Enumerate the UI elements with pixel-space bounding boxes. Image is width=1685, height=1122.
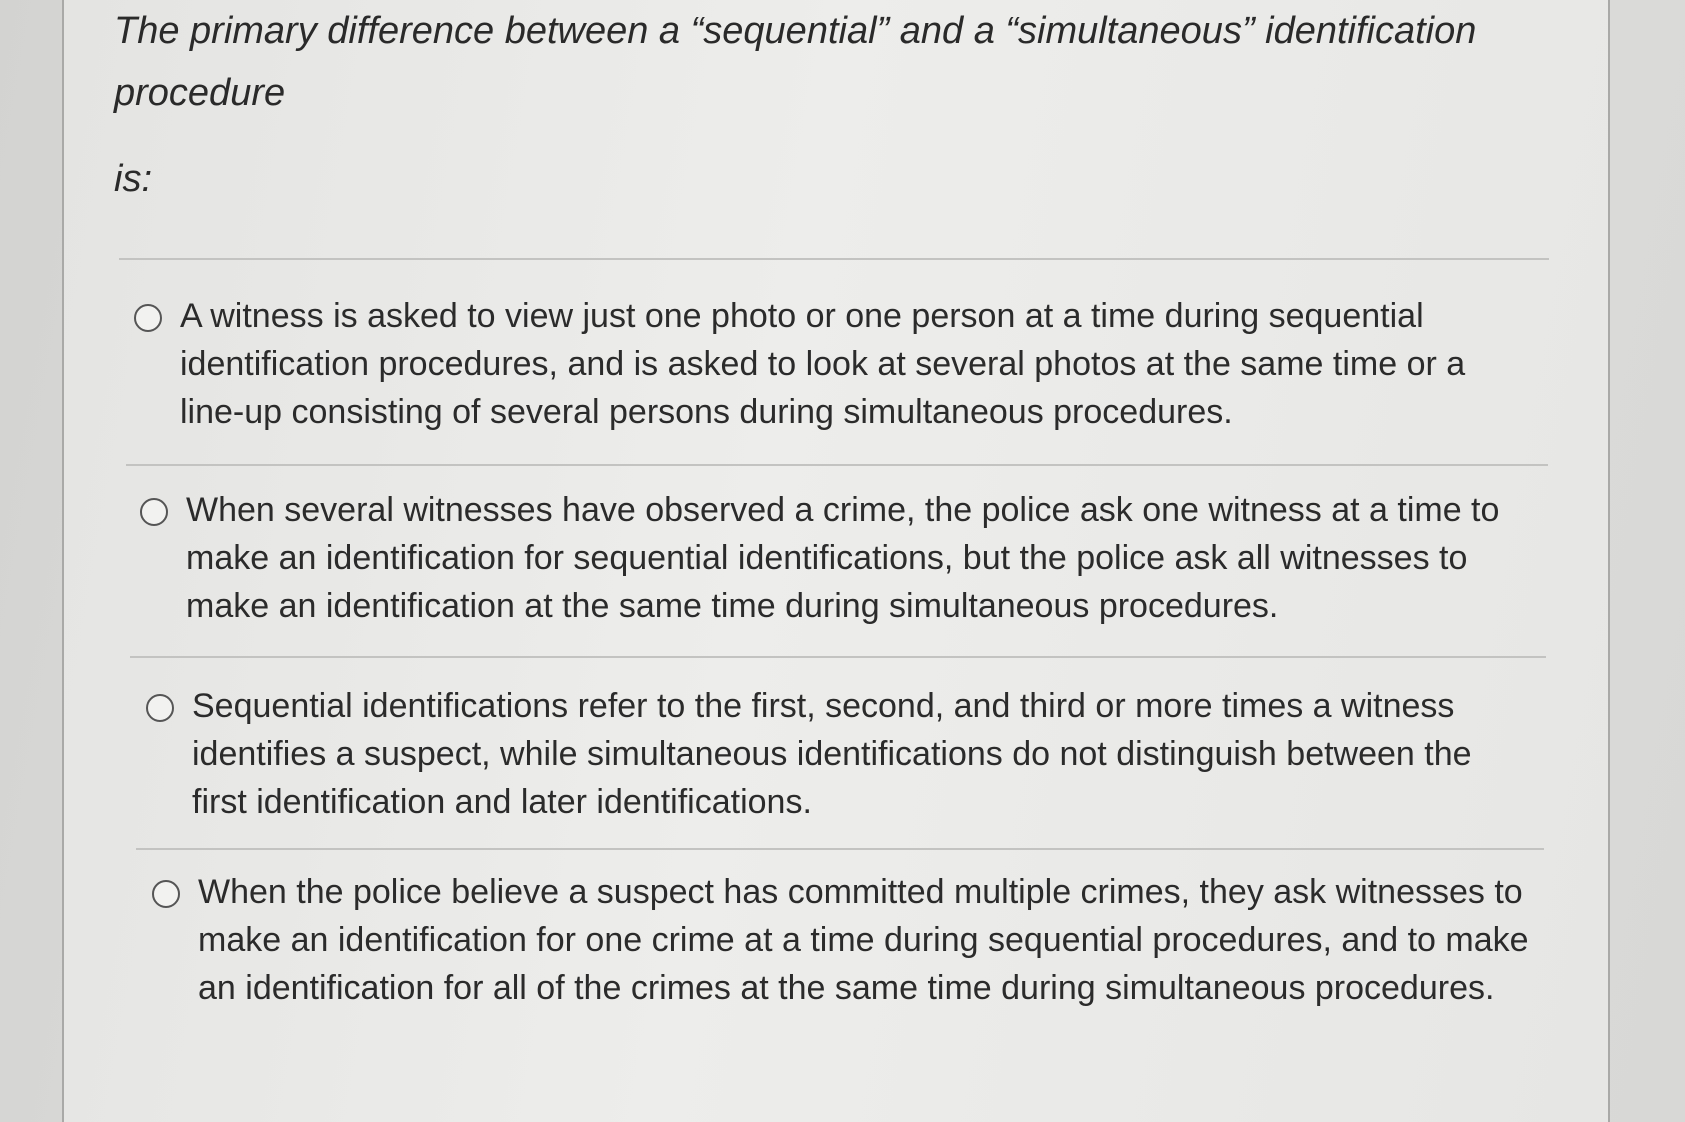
question-line-3: is:: [114, 158, 152, 200]
question-line-1: The primary difference between a “sequential” and a “simultaneous” identification: [114, 10, 1477, 52]
divider-1: [126, 464, 1548, 466]
question-text: [114, 0, 1544, 124]
answer-option-1[interactable]: [134, 292, 1520, 436]
divider-2: [130, 656, 1546, 658]
answer-option-1-text: A witness is asked to view just one photo or one person at a time during sequential identification procedures, and is asked to look at several photos at the same time or a line-up consisting of several persons during simultaneous procedures.: [180, 297, 1466, 431]
divider-top: [119, 258, 1549, 260]
answer-option-4[interactable]: [152, 868, 1538, 1012]
divider-3: [136, 848, 1544, 850]
radio-button-1[interactable]: [134, 304, 162, 332]
radio-button-3[interactable]: [146, 694, 174, 722]
radio-button-4[interactable]: [152, 880, 180, 908]
radio-button-2[interactable]: [140, 498, 168, 526]
answer-option-4-text: When the police believe a suspect has committed multiple crimes, they ask witnesses to make an identification for one crime at a time during sequential procedures, and to make an identification for all of the crimes at the same time during simultaneous procedures.: [198, 873, 1529, 1007]
answer-option-3-text: Sequential identifications refer to the first, second, and third or more times a witness identifies a suspect, while simultaneous identifications do not distinguish between the first identification and later identifications.: [192, 687, 1472, 821]
answer-option-2[interactable]: [140, 486, 1526, 630]
answer-option-3[interactable]: [146, 682, 1532, 826]
question-line-2: procedure: [114, 72, 286, 114]
answer-option-2-text: When several witnesses have observed a crime, the police ask one witness at a time to make an identification for sequential identifications, but the police ask all witnesses to make an identification at the same time during simultaneous procedures.: [186, 491, 1500, 625]
question-panel: [62, 0, 1610, 1122]
